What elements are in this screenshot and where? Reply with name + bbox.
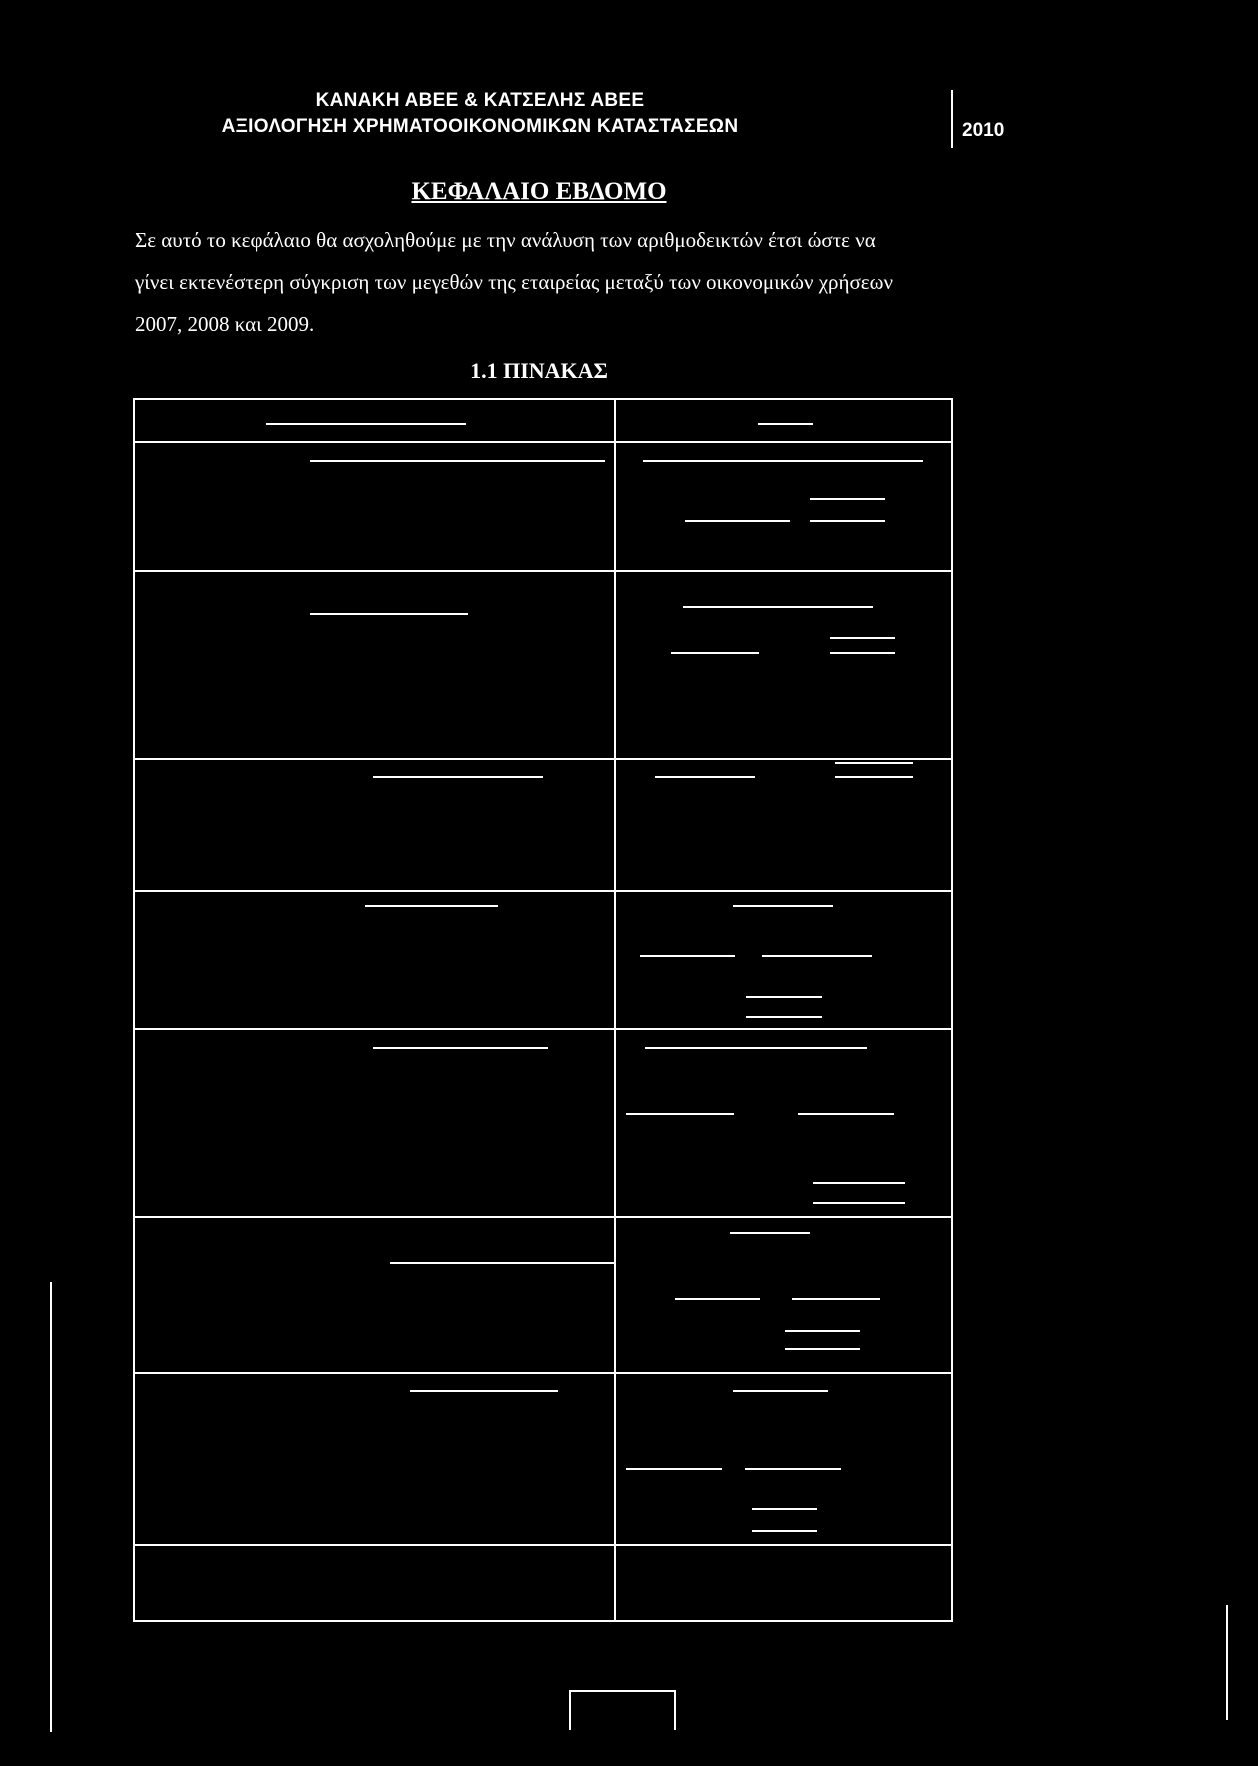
- left-page-edge: [50, 1282, 52, 1732]
- table-row-divider: [133, 570, 953, 572]
- cell-stroke: [762, 955, 872, 957]
- table-row-divider: [133, 1216, 953, 1218]
- cell-stroke: [645, 1047, 867, 1049]
- company-names: ΚΑΝΑΚΗ ΑΒΕΕ & ΚΑΤΣΕΛΗΣ ΑΒΕΕ: [315, 90, 645, 111]
- chapter-title: ΚΕΦΑΛΑΙΟ ΕΒΔΟΜΟ: [411, 178, 667, 205]
- cell-stroke: [640, 955, 735, 957]
- cell-stroke: [752, 1508, 817, 1510]
- cell-stroke: [785, 1330, 860, 1332]
- cell-stroke: [733, 1390, 828, 1392]
- cell-stroke: [798, 1113, 894, 1115]
- cell-stroke: [410, 1390, 558, 1392]
- cell-stroke: [835, 762, 913, 764]
- cell-stroke: [746, 996, 822, 998]
- table-border-left: [133, 398, 135, 1622]
- cell-stroke: [685, 520, 790, 522]
- document-subtitle: ΑΞΙΟΛΟΓΗΣΗ ΧΡΗΜΑΤΟΟΙΚΟΝΟΜΙΚΩΝ ΚΑΤΑΣΤΑΣΕΩΝ: [221, 116, 739, 137]
- cell-stroke: [830, 652, 895, 654]
- cell-stroke: [310, 460, 605, 462]
- cell-stroke: [643, 460, 923, 462]
- footer-box: [569, 1690, 676, 1730]
- cell-stroke: [810, 498, 885, 500]
- header-divider: [951, 90, 953, 148]
- cell-stroke: [266, 423, 466, 425]
- cell-stroke: [373, 776, 543, 778]
- cell-stroke: [733, 905, 833, 907]
- table-border-bottom: [133, 1620, 953, 1622]
- cell-stroke: [830, 637, 895, 639]
- cell-stroke: [810, 520, 885, 522]
- cell-stroke: [626, 1113, 734, 1115]
- intro-line-1: Σε αυτό το κεφάλαιο θα ασχοληθούμε με την ανάλυση των αριθμοδεικτών έτσι ώστε να: [135, 228, 876, 252]
- cell-stroke: [310, 613, 468, 615]
- right-page-edge: [1226, 1605, 1228, 1720]
- cell-stroke: [373, 1047, 548, 1049]
- cell-stroke: [746, 1016, 822, 1018]
- table-row-divider: [133, 1544, 953, 1546]
- cell-stroke: [752, 1530, 817, 1532]
- table-row-divider: [133, 1372, 953, 1374]
- header-year: 2010: [962, 120, 1005, 141]
- cell-stroke: [785, 1348, 860, 1350]
- table-row-divider: [133, 890, 953, 892]
- cell-stroke: [365, 905, 498, 907]
- cell-stroke: [675, 1298, 760, 1300]
- intro-line-2: γίνει εκτενέστερη σύγκριση των μεγεθών της εταιρείας μεταξύ των οικονομικών χρήσεων: [135, 270, 893, 294]
- cell-stroke: [683, 606, 873, 608]
- cell-stroke: [655, 776, 755, 778]
- table-row-divider-partial: [390, 1262, 614, 1264]
- cell-stroke: [813, 1182, 905, 1184]
- table-border-top: [133, 398, 953, 400]
- table-row-divider: [133, 1028, 953, 1030]
- cell-stroke: [730, 1232, 810, 1234]
- table-column-divider: [614, 398, 616, 1622]
- cell-stroke: [671, 652, 759, 654]
- table-row-divider: [133, 758, 953, 760]
- table-border-right: [951, 398, 953, 1622]
- cell-stroke: [745, 1468, 841, 1470]
- cell-stroke: [813, 1202, 905, 1204]
- cell-stroke: [792, 1298, 880, 1300]
- table-title: 1.1 ΠΙΝΑΚΑΣ: [470, 358, 608, 383]
- cell-stroke: [758, 423, 813, 425]
- cell-stroke: [835, 776, 913, 778]
- table-row-divider: [133, 441, 953, 443]
- cell-stroke: [626, 1468, 722, 1470]
- intro-line-3: 2007, 2008 και 2009.: [135, 312, 315, 336]
